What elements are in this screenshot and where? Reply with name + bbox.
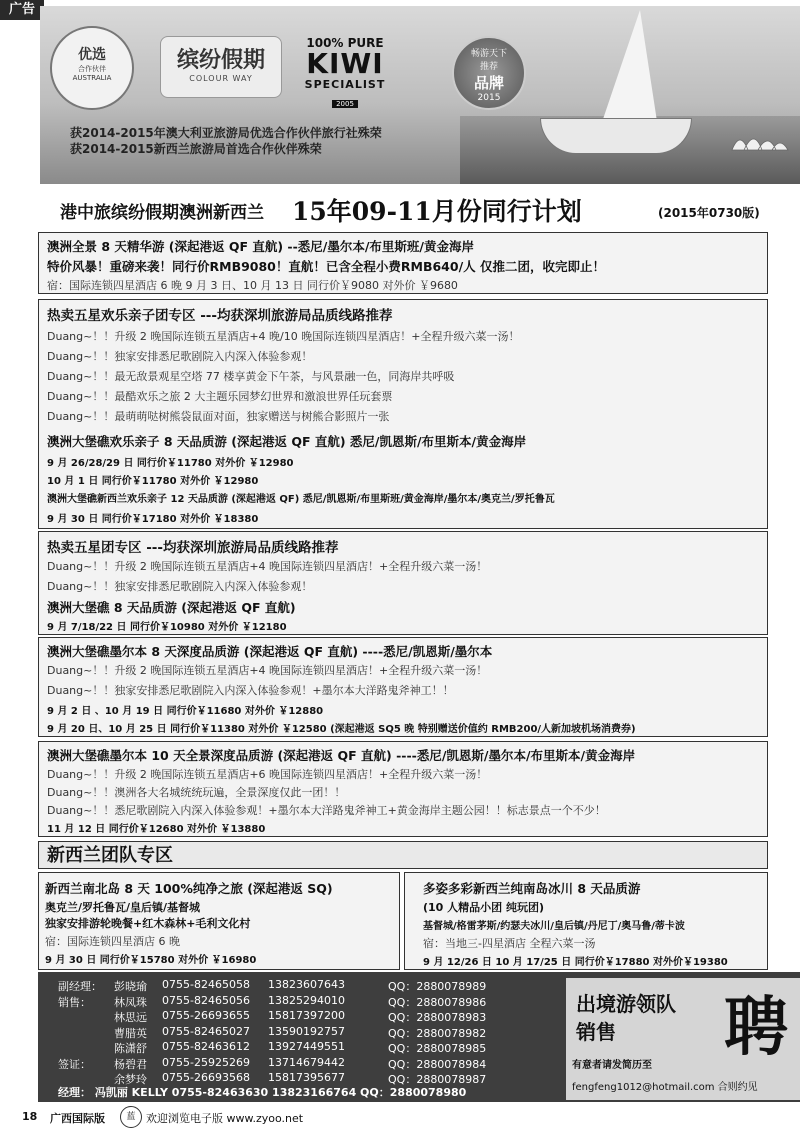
title-version: (2015年0730版) bbox=[658, 206, 760, 220]
feature-line: Duang~！！最萌萌哒树熊袋鼠面对面，独家赠送与树熊合影照片一张 bbox=[47, 410, 390, 423]
price-line: 10 月 1 日 同行价￥11780 对外价 ￥12980 bbox=[47, 476, 259, 487]
price-line: 9 月 7/18/22 日 同行价￥10980 对外价 ￥12180 bbox=[47, 622, 287, 633]
ad-label: 广告 bbox=[0, 0, 44, 20]
contact-qq: QQ：2880078986 bbox=[388, 995, 487, 1009]
section-australia-8day bbox=[38, 232, 768, 294]
tour-heading: 新西兰南北岛 8 天 100%纯净之旅 (深起港返 SQ) bbox=[45, 881, 333, 896]
recruit-big-char: 聘 bbox=[724, 990, 788, 1065]
contact-name: 彭晓瑜 bbox=[114, 980, 147, 993]
section-heading: 热卖五星团专区 ---均获深圳旅游局品质线路推荐 bbox=[47, 540, 339, 556]
tour-heading: 澳洲大堡礁欢乐亲子 8 天品质游 (深起港返 QF 直航) 悉尼/凯恩斯/布里斯本/黄金海岸 bbox=[47, 434, 527, 449]
feature-line: Duang~！！独家安排悉尼歌剧院入内深入体验参观！ bbox=[47, 350, 313, 363]
route-line: 奥克兰/罗托鲁瓦/皇后镇/基督城 bbox=[45, 901, 201, 914]
contact-role: 副经理： bbox=[58, 980, 102, 993]
recruit-title: 出境游领队 bbox=[576, 992, 676, 1016]
section-heading: 热卖五星欢乐亲子团专区 ---均获深圳旅游局品质线路推荐 bbox=[47, 308, 393, 324]
manager-line: 经理： 冯凯丽 KELLY 0755-82463630 13823166764 QQ：2880078980 bbox=[58, 1086, 467, 1099]
contact-tel: 0755-82465056 bbox=[162, 993, 250, 1007]
section-reef-melbourne-8day bbox=[38, 637, 768, 737]
price-line: 宿：国际连锁四星酒店 6 晚 9 月 3 日、10 月 13 日 同行价￥9080 对外价 ￥9680 bbox=[47, 279, 458, 292]
website-link[interactable]: 欢迎浏览电子版 www.zyoo.net bbox=[146, 1112, 304, 1125]
contact-mobile: 13714679442 bbox=[268, 1055, 345, 1069]
feature-line: Duang~！！独家安排悉尼歌剧院入内深入体验参观！+墨尔本大洋路鬼斧神工！！ bbox=[47, 684, 454, 697]
recruit-note: 有意者请发简历至 bbox=[572, 1060, 652, 1071]
page-title bbox=[60, 192, 800, 228]
contact-mobile: 13927449551 bbox=[268, 1040, 345, 1053]
brand-badge: 畅游天下 推荐 品牌 2015 bbox=[452, 36, 526, 110]
nz-south-island-tour bbox=[404, 872, 768, 970]
contact-role: 销售： bbox=[58, 995, 91, 1009]
feature-line: Duang~！！升级 2 晚国际连锁五星酒店+4 晚/10 晚国际连锁四星酒店！+全程升级六菜一汤！ bbox=[47, 330, 520, 343]
award-line-1: 获2014-2015年澳大利亚旅游局优选合作伙伴旅行社殊荣 bbox=[70, 126, 382, 140]
contact-role: 签证： bbox=[58, 1057, 91, 1071]
feature-line: Duang~！！升级 2 晚国际连锁五星酒店+4 晚国际连锁四星酒店！+全程升级六菜一汤！ bbox=[47, 560, 488, 573]
contact-mobile: 13825294010 bbox=[268, 993, 345, 1007]
feature-line: 独家安排游轮晚餐+红木森林+毛利文化村 bbox=[45, 917, 251, 930]
contact-tel: 0755-26693655 bbox=[162, 1009, 250, 1022]
price-line: 9 月 30 日 同行价￥15780 对外价 ￥16980 bbox=[45, 955, 257, 966]
tour-heading: 澳洲大堡礁新西兰欢乐亲子 12 天品质游 (深起港返 QF) 悉尼/凯恩斯/布里斯班/黄金海岸/墨尔本/奥克兰/罗托鲁瓦 bbox=[47, 494, 555, 505]
price-line: 11 月 12 日 同行价￥12680 对外价 ￥13880 bbox=[47, 824, 266, 835]
contact-qq: QQ：2880078989 bbox=[388, 980, 487, 993]
contact-qq: QQ：2880078982 bbox=[388, 1026, 487, 1040]
contact-tel: 0755-25925269 bbox=[162, 1055, 250, 1069]
feature-line: Duang~！！悉尼歌剧院入内深入体验参观！+墨尔本大洋路鬼斧神工+黄金海岸主题公园！！标志景点一个不少！ bbox=[47, 804, 606, 817]
tour-heading: 澳洲大堡礁墨尔本 8 天深度品质游 (深起港返 QF 直航) ----悉尼/凯恩斯/墨尔本 bbox=[47, 644, 493, 659]
feature-line: Duang~！！澳洲各大名城统统玩遍，全景深度仅此一团！！ bbox=[47, 786, 346, 799]
tour-heading: 多姿多彩新西兰纯南岛冰川 8 天品质游 bbox=[423, 881, 641, 896]
banner bbox=[40, 6, 800, 184]
contact-name: 余梦玲 bbox=[114, 1073, 147, 1086]
sail-image bbox=[600, 10, 658, 128]
section-5star-group bbox=[38, 531, 768, 635]
contact-mobile: 13590192757 bbox=[268, 1024, 345, 1038]
recruit-box bbox=[566, 978, 800, 1100]
feature-line: Duang~！！独家安排悉尼歌剧院入内深入体验参观！ bbox=[47, 580, 313, 593]
section-family-5star bbox=[38, 299, 768, 529]
yacht-image bbox=[540, 118, 692, 154]
route-line: 基督城/格雷茅斯/约瑟夫冰川/皇后镇/丹尼丁/奥马鲁/蒂卡波 bbox=[423, 921, 685, 932]
contact-panel bbox=[38, 972, 800, 1102]
title-company: 港中旅缤纷假期澳洲新西兰 bbox=[60, 203, 264, 223]
contact-qq: QQ：2880078984 bbox=[388, 1057, 487, 1071]
contact-tel: 0755-82463612 bbox=[162, 1040, 250, 1053]
hotel-line: 宿：国际连锁四星酒店 6 晚 bbox=[45, 935, 180, 948]
recruit-email[interactable]: fengfeng1012@hotmail.com 合则约见 bbox=[572, 1082, 758, 1093]
promo-line: 特价风暴！重磅来袭！同行价RMB9080！直航！已含全程小费RMB640/人 仅推二团，收完即止！ bbox=[47, 259, 605, 274]
feature-line: Duang~！！最酷欢乐之旅 2 大主题乐园梦幻世界和激浪世界任玩套票 bbox=[47, 390, 393, 403]
contact-name: 陈潇舒 bbox=[114, 1042, 147, 1055]
price-line: 9 月 2 日 、10 月 19 日 同行价￥11680 对外价 ￥12880 bbox=[47, 706, 324, 717]
contact-tel: 0755-82465027 bbox=[162, 1024, 250, 1038]
section-reef-melbourne-10day bbox=[38, 741, 768, 837]
feature-line: Duang~！！升级 2 晚国际连锁五星酒店+4 晚国际连锁四星酒店！+全程升级六菜一汤！ bbox=[47, 664, 488, 677]
section-heading: 澳洲全景 8 天精华游 (深起港返 QF 直航) --悉尼/墨尔本/布里斯班/黄金海岸 bbox=[47, 239, 474, 254]
opera-house-icon bbox=[730, 128, 790, 152]
contact-name: 杨碧君 bbox=[114, 1057, 147, 1071]
award-line-2: 获2014-2015新西兰旅游局首选合作伙伴殊荣 bbox=[70, 142, 322, 156]
contact-name: 曹腊英 bbox=[114, 1026, 147, 1040]
contact-qq: QQ：2880078987 bbox=[388, 1073, 487, 1086]
feature-line: Duang~！！升级 2 晚国际连锁五星酒店+6 晚国际连锁四星酒店！+全程升级六菜一汤！ bbox=[47, 768, 488, 781]
tour-heading: 澳洲大堡礁墨尔本 10 天全景深度品质游 (深起港返 QF 直航) ----悉尼/凯恩斯/墨尔本/布里斯本/黄金海岸 bbox=[47, 748, 636, 763]
nz-section-title: 新西兰团队专区 bbox=[38, 841, 768, 869]
contact-mobile: 13823607643 bbox=[268, 978, 345, 991]
feature-line: Duang~！！最无敌景观星空塔 77 楼享黄金下午茶，与风景融一色，同海岸共呼吸 bbox=[47, 370, 455, 383]
contact-mobile: 15817397200 bbox=[268, 1009, 345, 1022]
title-main: 15年09-11月份同行计划 bbox=[292, 197, 582, 226]
contact-qq: QQ：2880078985 bbox=[388, 1042, 487, 1055]
contact-qq: QQ：2880078983 bbox=[388, 1011, 487, 1024]
contact-tel: 0755-26693568 bbox=[162, 1071, 250, 1084]
group-note: (10 人精品小团 纯玩团) bbox=[423, 901, 545, 914]
nz-north-south-tour bbox=[38, 872, 400, 970]
contact-mobile: 15817395677 bbox=[268, 1071, 345, 1084]
hotel-line: 宿：当地三-四星酒店 全程六菜一汤 bbox=[423, 937, 596, 950]
publication-name: 广西国际版 bbox=[50, 1112, 105, 1125]
price-line: 9 月 26/28/29 日 同行价￥11780 对外价 ￥12980 bbox=[47, 458, 294, 469]
price-line: 9 月 30 日 同行价￥17180 对外价 ￥18380 bbox=[47, 514, 259, 525]
price-line: 9 月 12/26 日 10 月 17/25 日 同行价￥17880 对外价￥19380 bbox=[423, 957, 728, 968]
kiwi-specialist-logo: 100% PURE KIWI SPECIALIST 2005 bbox=[304, 36, 386, 108]
colour-way-logo: 缤纷假期 COLOUR WAY bbox=[160, 36, 282, 98]
footer bbox=[0, 1104, 800, 1128]
contact-tel: 0755-82465058 bbox=[162, 978, 250, 991]
tour-heading: 澳洲大堡礁 8 天品质游 (深起港返 QF 直航) bbox=[47, 600, 296, 615]
australia-partner-logo: 优选 合作伙伴 AUSTRALIA bbox=[50, 26, 134, 110]
page-number: 18 bbox=[22, 1110, 38, 1123]
contact-name: 林思远 bbox=[114, 1011, 147, 1024]
contact-name: 林凤珠 bbox=[114, 995, 147, 1009]
price-line: 9 月 20 日、10 月 25 日 同行价￥11380 对外价 ￥12580 (深起港返 SQ5 晚 特别赠送价值约 RMB200/人新加坡机场消费券) bbox=[47, 724, 636, 735]
recruit-subtitle: 销售 bbox=[576, 1020, 616, 1044]
publisher-logo-icon: 蓝 bbox=[120, 1106, 142, 1128]
